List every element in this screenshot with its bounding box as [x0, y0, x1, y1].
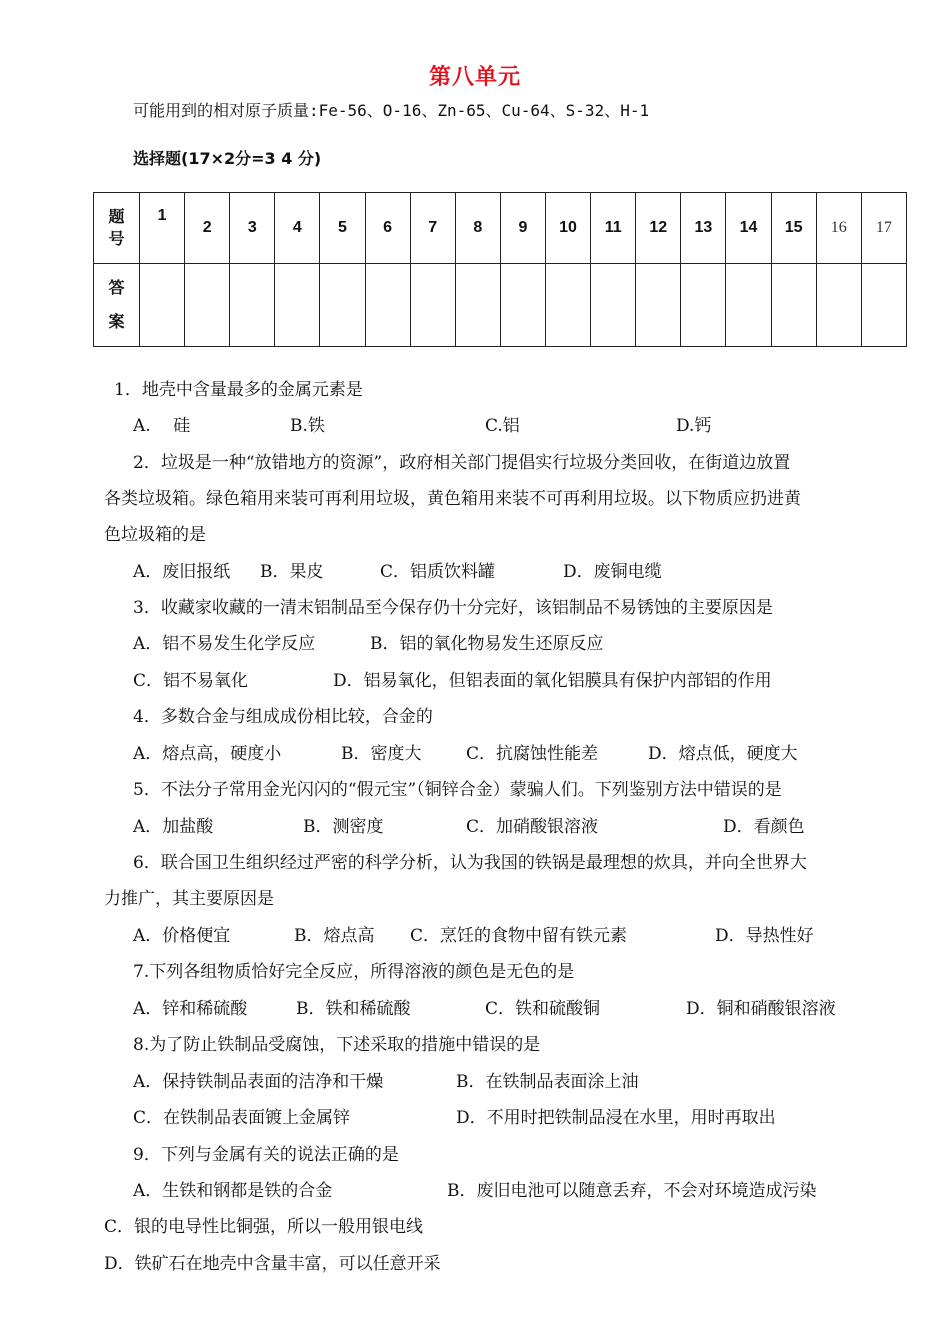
question-4-option-b: B．密度大 [341, 744, 422, 764]
number-cell: 11 [591, 193, 636, 264]
question-2-option-d: D．废铜电缆 [563, 562, 662, 582]
question-7-stem: 7.下列各组物质恰好完全反应，所得溶液的颜色是无色的是 [133, 962, 575, 982]
number-cell: 1 [140, 193, 185, 264]
row-label-question-number [94, 193, 140, 264]
question-4-option-a: A．熔点高，硬度小 [133, 744, 282, 764]
question-8-stem: 8.为了防止铁制品受腐蚀，下述采取的措施中错误的是 [133, 1035, 541, 1055]
answer-cell[interactable] [455, 264, 500, 347]
question-7-option-d: D．铜和硝酸银溶液 [686, 999, 836, 1019]
question-2-option-a: A．废旧报纸 [133, 562, 231, 582]
number-cell: 4 [275, 193, 320, 264]
answer-cell[interactable] [185, 264, 230, 347]
number-cell: 12 [636, 193, 681, 264]
question-4-stem: 4．多数合金与组成成份相比较，合金的 [133, 707, 433, 727]
question-7-option-b: B．铁和稀硫酸 [296, 999, 411, 1019]
question-3-option-d: D．铝易氧化，但铝表面的氧化铝膜具有保护内部铝的作用 [333, 671, 772, 691]
number-cell: 17 [861, 193, 906, 264]
answer-cell[interactable] [591, 264, 636, 347]
question-7-option-a: A．锌和稀硫酸 [133, 999, 248, 1019]
number-cell: 13 [681, 193, 726, 264]
answer-cell[interactable] [771, 264, 816, 347]
number-cell: 9 [500, 193, 545, 264]
number-cell: 3 [230, 193, 275, 264]
answer-row [94, 264, 907, 347]
question-1-option-b: B.铁 [290, 416, 325, 436]
question-1-stem: 1．地壳中含量最多的金属元素是 [114, 380, 363, 400]
answer-cell[interactable] [500, 264, 545, 347]
answer-cell[interactable] [140, 264, 185, 347]
label-char: 题 [108, 207, 125, 226]
question-6-option-a: A．价格便宜 [133, 926, 231, 946]
question-9-option-b: B．废旧电池可以随意丢弃，不会对环境造成污染 [447, 1181, 817, 1201]
question-9-stem: 9．下列与金属有关的说法正确的是 [133, 1145, 399, 1165]
question-2-stem-line1: 2．垃圾是一种“放错地方的资源”，政府相关部门提倡实行垃圾分类回收，在街道边放置 [133, 453, 791, 473]
answer-cell[interactable] [545, 264, 590, 347]
question-3-option-b: B．铝的氧化物易发生还原反应 [370, 634, 604, 654]
question-6-option-c: C．烹饪的食物中留有铁元素 [410, 926, 628, 946]
question-8-option-b: B．在铁制品表面涂上油 [456, 1072, 639, 1092]
answer-cell[interactable] [230, 264, 275, 347]
question-6-option-d: D．导热性好 [715, 926, 814, 946]
question-5-option-b: B．测密度 [303, 817, 384, 837]
section-heading: 选择题(17×2分=3 4 分) [133, 149, 322, 168]
number-cell: 8 [455, 193, 500, 264]
answer-cell[interactable] [410, 264, 455, 347]
answer-table [93, 192, 907, 347]
number-cell: 10 [545, 193, 590, 264]
question-9-option-d: D．铁矿石在地壳中含量丰富，可以任意开采 [104, 1254, 441, 1274]
question-5-option-a: A．加盐酸 [133, 817, 214, 837]
answer-cell[interactable] [681, 264, 726, 347]
answer-cell[interactable] [365, 264, 410, 347]
question-5-stem: 5．不法分子常用金光闪闪的“假元宝”（铜锌合金）蒙骗人们。下列鉴别方法中错误的是 [133, 780, 782, 800]
question-9-option-c: C．银的电导性比铜强，所以一般用银电线 [104, 1217, 424, 1237]
answer-cell[interactable] [816, 264, 861, 347]
question-9-option-a: A．生铁和钢都是铁的合金 [133, 1181, 333, 1201]
label-char: 答 [108, 278, 125, 297]
question-2-option-b: B．果皮 [260, 562, 324, 582]
question-6-stem-line2: 力推广，其主要原因是 [104, 889, 274, 909]
question-5-option-c: C．加硝酸银溶液 [466, 817, 599, 837]
question-6-option-b: B．熔点高 [294, 926, 375, 946]
page-title: 第八单元 [428, 65, 521, 90]
question-8-option-a: A．保持铁制品表面的洁净和干燥 [133, 1072, 384, 1092]
answer-cell[interactable] [861, 264, 906, 347]
number-cell: 15 [771, 193, 816, 264]
atomic-masses-note: 可能用到的相对原子质量:Fe-56、O-16、Zn-65、Cu-64、S-32、H-1 [133, 101, 650, 120]
number-cell: 16 [816, 193, 861, 264]
question-8-option-d: D．不用时把铁制品浸在水里，用时再取出 [456, 1108, 776, 1128]
question-3-stem: 3．收藏家收藏的一清末铝制品至今保存仍十分完好，该铝制品不易锈蚀的主要原因是 [133, 598, 773, 618]
question-3-option-a: A．铝不易发生化学反应 [133, 634, 316, 654]
question-4-option-c: C．抗腐蚀性能差 [466, 744, 599, 764]
question-2-option-c: C．铝质饮料罐 [380, 562, 496, 582]
answer-cell[interactable] [636, 264, 681, 347]
question-number-row [94, 193, 907, 264]
question-7-option-c: C．铁和硫酸铜 [485, 999, 601, 1019]
number-cell: 6 [365, 193, 410, 264]
number-cell: 5 [320, 193, 365, 264]
question-6-stem-line1: 6．联合国卫生组织经过严密的科学分析，认为我国的铁锅是最理想的炊具，并向全世界大 [133, 853, 807, 873]
question-1-option-a: A. 硅 [133, 416, 191, 436]
answer-cell[interactable] [320, 264, 365, 347]
question-1-option-d: D.钙 [676, 416, 712, 436]
question-4-option-d: D．熔点低，硬度大 [648, 744, 798, 764]
label-char: 号 [108, 229, 125, 248]
number-cell: 14 [726, 193, 771, 264]
answer-cell[interactable] [726, 264, 771, 347]
question-8-option-c: C．在铁制品表面镀上金属锌 [133, 1108, 351, 1128]
number-cell: 7 [410, 193, 455, 264]
question-3-option-c: C．铝不易氧化 [133, 671, 249, 691]
label-char: 案 [108, 312, 125, 331]
number-cell: 2 [185, 193, 230, 264]
question-5-option-d: D．看颜色 [723, 817, 805, 837]
question-1-option-c: C.铝 [485, 416, 520, 436]
question-2-stem-line2: 各类垃圾箱。绿色箱用来装可再利用垃圾，黄色箱用来装不可再利用垃圾。以下物质应扔进黄 [104, 489, 801, 509]
row-label-answer [94, 264, 140, 347]
answer-cell[interactable] [275, 264, 320, 347]
question-2-stem-line3: 色垃圾箱的是 [104, 525, 206, 545]
